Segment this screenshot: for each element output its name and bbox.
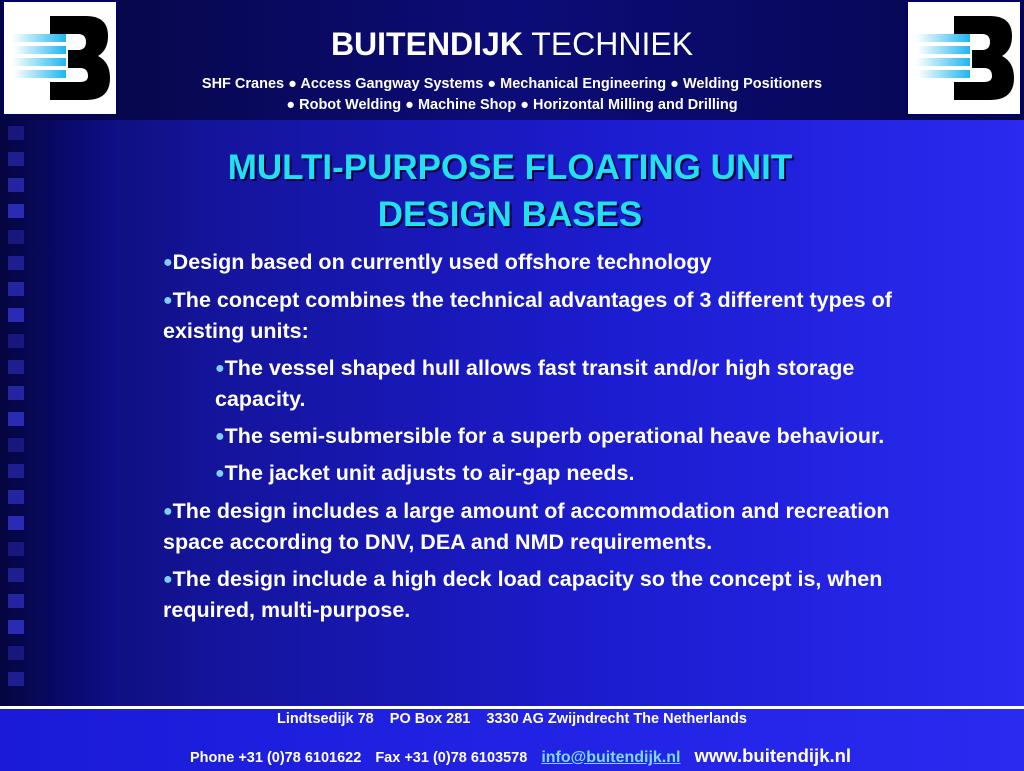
bullet-dot-icon: ● xyxy=(163,570,173,588)
sub-bullet-item xyxy=(215,458,923,490)
sub-bullet-item xyxy=(215,421,923,453)
decorative-square xyxy=(8,412,24,426)
decorative-square xyxy=(8,386,24,400)
decorative-square xyxy=(8,672,24,686)
bullet-item xyxy=(163,285,923,347)
decorative-square xyxy=(8,516,24,530)
footer-pobox: PO Box 281 xyxy=(389,711,471,727)
decorative-square xyxy=(8,360,24,374)
decorative-square xyxy=(8,620,24,634)
company-logo-left xyxy=(2,0,118,116)
footer-street: Lindtsedijk 78 xyxy=(277,711,374,727)
decorative-square xyxy=(8,438,24,452)
slide-title-line-2: DESIGN BASES xyxy=(377,195,643,234)
decorative-square xyxy=(8,152,24,166)
decorative-square xyxy=(8,490,24,504)
slide-title-line-1: MULTI-PURPOSE FLOATING UNIT xyxy=(227,148,793,187)
bullet-text: The concept combines the technical advantages of 3 different types of existing units: xyxy=(163,287,892,343)
company-name-rest: TECHNIEK xyxy=(531,26,694,62)
services-line-1: SHF Cranes ● Access Gangway Systems ● Mechanical Engineering ● Welding Positioners xyxy=(201,76,823,92)
decorative-square xyxy=(8,464,24,478)
buitendijk-b-logo-icon xyxy=(908,2,1020,114)
bullet-dot-icon: ● xyxy=(163,502,173,520)
decorative-square xyxy=(8,282,24,296)
bullet-list xyxy=(163,247,923,632)
decorative-squares xyxy=(8,120,26,706)
bullet-item xyxy=(163,564,923,626)
bullet-dot-icon: ● xyxy=(215,465,225,482)
company-name-bold: BUITENDIJK xyxy=(330,26,523,62)
decorative-square xyxy=(8,334,24,348)
decorative-square xyxy=(8,204,24,218)
decorative-square xyxy=(8,594,24,608)
bullet-item xyxy=(163,496,923,558)
bullet-text: The design include a high deck load capacity so the concept is, when required, multi-purpose. xyxy=(163,566,883,622)
decorative-square xyxy=(8,568,24,582)
footer-fax: Fax +31 (0)78 6103578 xyxy=(375,750,528,766)
decorative-square xyxy=(8,646,24,660)
bullet-text: The semi-submersible for a superb operational heave behaviour. xyxy=(224,423,885,448)
sub-bullet-item xyxy=(215,353,923,415)
bullet-item xyxy=(163,247,923,279)
bullet-dot-icon: ● xyxy=(163,291,173,309)
bullet-text: The vessel shaped hull allows fast transit and/or high storage capacity. xyxy=(215,355,855,411)
company-logo-right xyxy=(906,0,1022,116)
decorative-square xyxy=(8,126,24,140)
decorative-square xyxy=(8,230,24,244)
decorative-square xyxy=(8,178,24,192)
footer-phone: Phone +31 (0)78 6101622 xyxy=(190,750,362,766)
services-line-2: ● Robot Welding ● Machine Shop ● Horizontal Milling and Drilling xyxy=(286,97,738,113)
footer-city: 3330 AG Zwijndrecht The Netherlands xyxy=(486,711,747,727)
decorative-square xyxy=(8,256,24,270)
footer-email-link[interactable]: info@buitendijk.nl xyxy=(541,749,681,766)
decorative-square xyxy=(8,542,24,556)
footer-address xyxy=(0,711,1024,727)
bullet-text: The jacket unit adjusts to air-gap needs. xyxy=(224,461,635,485)
buitendijk-b-logo-icon xyxy=(4,2,116,114)
bullet-dot-icon: ● xyxy=(215,427,225,445)
footer-contact xyxy=(190,745,1010,767)
bullet-text: Design based on currently used offshore technology xyxy=(172,250,712,274)
decorative-square xyxy=(8,308,24,322)
bullet-dot-icon: ● xyxy=(163,254,173,271)
bullet-text: The design includes a large amount of accommodation and recreation space according to DNV, DEA and NMD requirements. xyxy=(163,498,890,554)
company-name xyxy=(120,26,904,62)
footer-website: www.buitendijk.nl xyxy=(694,745,852,766)
bullet-dot-icon: ● xyxy=(215,359,225,377)
